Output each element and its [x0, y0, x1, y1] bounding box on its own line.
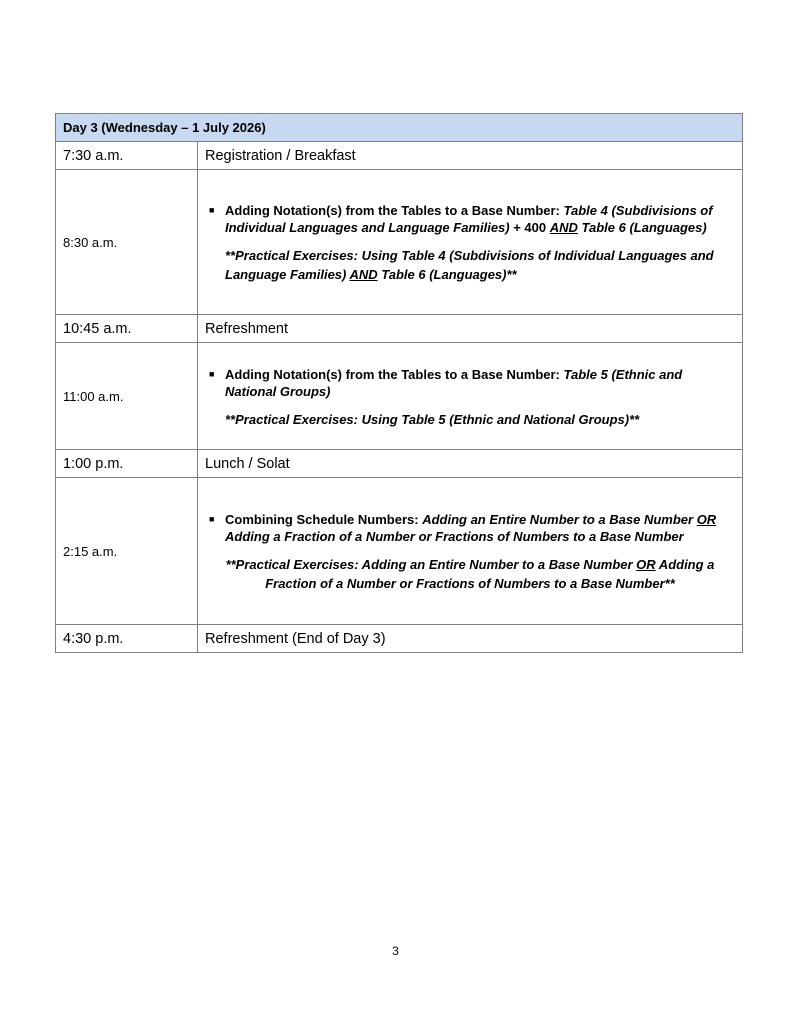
session-bullet [205, 366, 735, 400]
activity-cell: Refreshment [198, 315, 743, 343]
table-row [56, 343, 743, 450]
practical-exercise-note: **Practical Exercises: Adding an Entire Number to a Base Number OR Adding a Fraction of a Number or Fractions of Numbers to a Base Number** [225, 557, 715, 591]
session-cell [198, 170, 743, 315]
activity-cell: Registration / Breakfast [198, 142, 743, 170]
session-bullet [205, 511, 735, 545]
table-row [56, 142, 743, 170]
day-header: Day 3 (Wednesday – 1 July 2026) [56, 114, 743, 142]
table-row [56, 450, 743, 478]
practical-exercise-note: **Practical Exercises: Using Table 4 (Subdivisions of Individual Languages and Language Families) AND Table 6 (Languages)** [225, 248, 714, 282]
session-description: Combining Schedule Numbers: Adding an Entire Number to a Base Number OR Adding a Fraction of a Number or Fractions of Numbers to a Base Number [225, 512, 717, 544]
activity-cell: Refreshment (End of Day 3) [198, 625, 743, 653]
time-cell: 7:30 a.m. [56, 142, 198, 170]
session-bullet [205, 202, 735, 236]
time-cell: 11:00 a.m. [56, 343, 198, 450]
time-cell: 8:30 a.m. [56, 170, 198, 315]
session-cell [198, 343, 743, 450]
time-cell: 2:15 a.m. [56, 478, 198, 625]
time-cell: 10:45 a.m. [56, 315, 198, 343]
session-description: Adding Notation(s) from the Tables to a Base Number: Table 5 (Ethnic and National Groups) [225, 366, 683, 399]
bullet-icon: ■ [209, 368, 215, 379]
page-number: 3 [392, 944, 399, 958]
table-row [56, 170, 743, 315]
session-description: Adding Notation(s) from the Tables to a Base Number: Table 4 (Subdivisions of Individual Languages and Language Families) + 400 AND Table 6 (Languages) [225, 203, 713, 235]
day-header-row [56, 114, 743, 142]
bullet-icon: ■ [209, 514, 215, 524]
time-cell: 4:30 p.m. [56, 625, 198, 653]
practical-exercise-note: **Practical Exercises: Using Table 5 (Ethnic and National Groups)** [225, 411, 640, 427]
session-cell [198, 478, 743, 625]
table-row [56, 625, 743, 653]
bullet-icon: ■ [209, 205, 215, 215]
time-cell: 1:00 p.m. [56, 450, 198, 478]
table-row [56, 315, 743, 343]
schedule-table [55, 113, 743, 653]
activity-cell: Lunch / Solat [198, 450, 743, 478]
table-row [56, 478, 743, 625]
